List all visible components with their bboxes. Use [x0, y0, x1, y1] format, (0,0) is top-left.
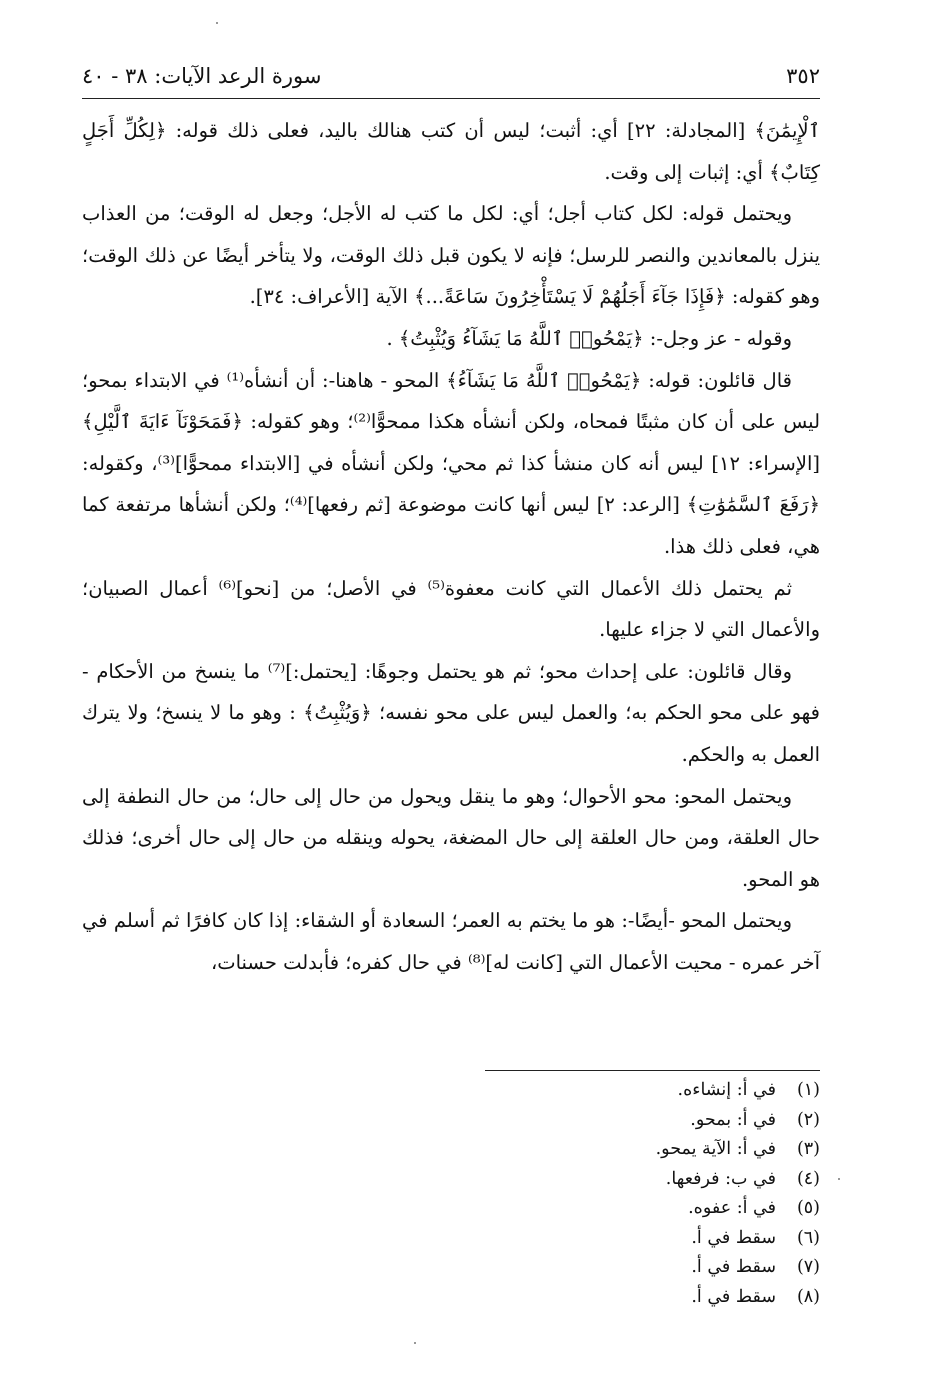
footnote-number: (٥) [796, 1198, 820, 1218]
footnote-number: (٧) [796, 1257, 820, 1277]
scan-speck [838, 1178, 840, 1180]
footnote-number: (٦) [796, 1227, 820, 1248]
footnote-number: (٤) [796, 1168, 820, 1189]
paragraph-1: ٱلْإِيمَٰنَ﴾ [المجادلة: ٢٢] أي: أثبت؛ ليس أن كتب هنالك باليد، فعلى ذلك قوله: ﴿لِكُلِّ أَجَلٍ كِتَابٌ﴾ أي: إثبات إلى وقت. [82, 119, 820, 184]
header-divider [82, 98, 820, 99]
scan-speck [216, 22, 218, 24]
page-header [82, 58, 820, 94]
footnote-number: (٣) [796, 1139, 820, 1159]
footnote-item [82, 1253, 820, 1283]
footnote-divider [485, 1070, 820, 1071]
scan-speck [414, 1342, 416, 1344]
paragraph-3: وقوله - عز وجل-: ﴿يَمْحُوا۟ ٱللَّهُ مَا يَشَآءُ وَيُثْبِتُ﴾ . [386, 326, 792, 350]
footnote-number: (٢) [796, 1109, 820, 1130]
footnote-text: سقط في أ. [691, 1257, 776, 1277]
footnote-text: في أ: الآية يمحو. [655, 1139, 776, 1159]
footnote-text: في أ: بمحو. [690, 1109, 776, 1130]
paragraph-5: ثم يحتمل ذلك الأعمال التي كانت معفوة⁽⁵⁾ في الأصل؛ من [نحو]⁽⁶⁾ أعمال الصبيان؛ والأعمال التي لا جزاء عليها. [82, 576, 820, 642]
footnote-item [82, 1283, 820, 1313]
paragraph-8: ويحتمل المحو -أيضًا-: هو ما يختم به العمر؛ السعادة أو الشقاء: إذا كان كافرًا ثم أسلم في آخر عمره - محيت الأعمال التي [كانت له]⁽⁸⁾ في حال كفره؛ فأبدلت حسنات، [82, 909, 820, 974]
footnote-item [82, 1165, 820, 1195]
paragraph-7: ويحتمل المحو: محو الأحوال؛ وهو ما ينقل ويحول من حال إلى حال؛ من حال النطفة إلى حال العلقة، ومن حال العلقة إلى حال المضغة، يحوله وينقله من حال إلى حال أخرى؛ فذلك هو المحو. [82, 784, 820, 891]
footnote-text: في ب: فرفعها. [665, 1168, 776, 1189]
footnote-text: سقط في أ. [691, 1227, 776, 1248]
main-text [82, 110, 820, 983]
footnote-number: (٨) [796, 1286, 820, 1307]
footnote-text: سقط في أ. [691, 1286, 776, 1307]
footnote-item [82, 1135, 820, 1165]
footnote-text: في أ: عفوه. [688, 1198, 776, 1218]
footnote-number: (١) [796, 1080, 820, 1100]
running-title: سورة الرعد الآيات: ٣٨ - ٤٠ [82, 64, 322, 88]
footnote-item [82, 1106, 820, 1136]
paragraph-2: ويحتمل قوله: لكل كتاب أجل؛ أي: لكل ما كتب له الأجل؛ وجعل له الوقت؛ من العذاب ينزل بالمعاندين والنصر للرسل؛ فإنه لا يكون قبل ذلك الوقت، ولا يتأخر أيضًا عن ذلك الوقت؛ وهو كقوله: ﴿فَإِذَا جَآءَ أَجَلُهُمْ لَا يَسْتَأْخِرُونَ سَاعَةً...﴾ الآية [الأعراف: ٣٤]. [82, 202, 820, 309]
footnotes-list [82, 1076, 820, 1312]
footnote-item [82, 1194, 820, 1224]
footnote-item [82, 1224, 820, 1254]
footnote-text: في أ: إنشاءه. [677, 1080, 776, 1100]
page-number: ٣٥٢ [786, 64, 820, 88]
paragraph-4: قال قائلون: قوله: ﴿يَمْحُوا۟ ٱللَّهُ مَا يَشَآءُ﴾ المحو - هاهنا-: أن أنشأه⁽¹⁾ في الابتداء بمحو؛ ليس على أن كان مثبتًا فمحاه، ولكن أنشأه هكذا ممحوًّا⁽²⁾؛ وهو كقوله: ﴿فَمَحَوْنَآ ءَايَةَ ٱلَّيْلِ﴾ [الإسراء: ١٢] ليس أنه كان منشأ كذا ثم محي؛ ولكن أنشأه في [الابتداء ممحوًّا]⁽³⁾، وكقوله: ﴿رَفَعَ ٱلسَّمَٰوَٰتِ﴾ [الرعد: ٢] ليس أنها كانت موضوعة [ثم رفعها]⁽⁴⁾؛ ولكن أنشأها مرتفعة كما هي، فعلى ذلك هذا. [82, 368, 821, 558]
footnote-item [82, 1076, 820, 1106]
paragraph-6: وقال قائلون: على إحداث محو؛ ثم هو يحتمل وجوهًا: [يحتمل:]⁽⁷⁾ ما ينسخ من الأحكام - فهو على محو الحكم به؛ والعمل ليس على محو نفسه؛ ﴿وَيُثْبِتُ﴾ : وهو ما لا ينسخ؛ ولا يترك العمل به والحكم. [82, 659, 820, 766]
